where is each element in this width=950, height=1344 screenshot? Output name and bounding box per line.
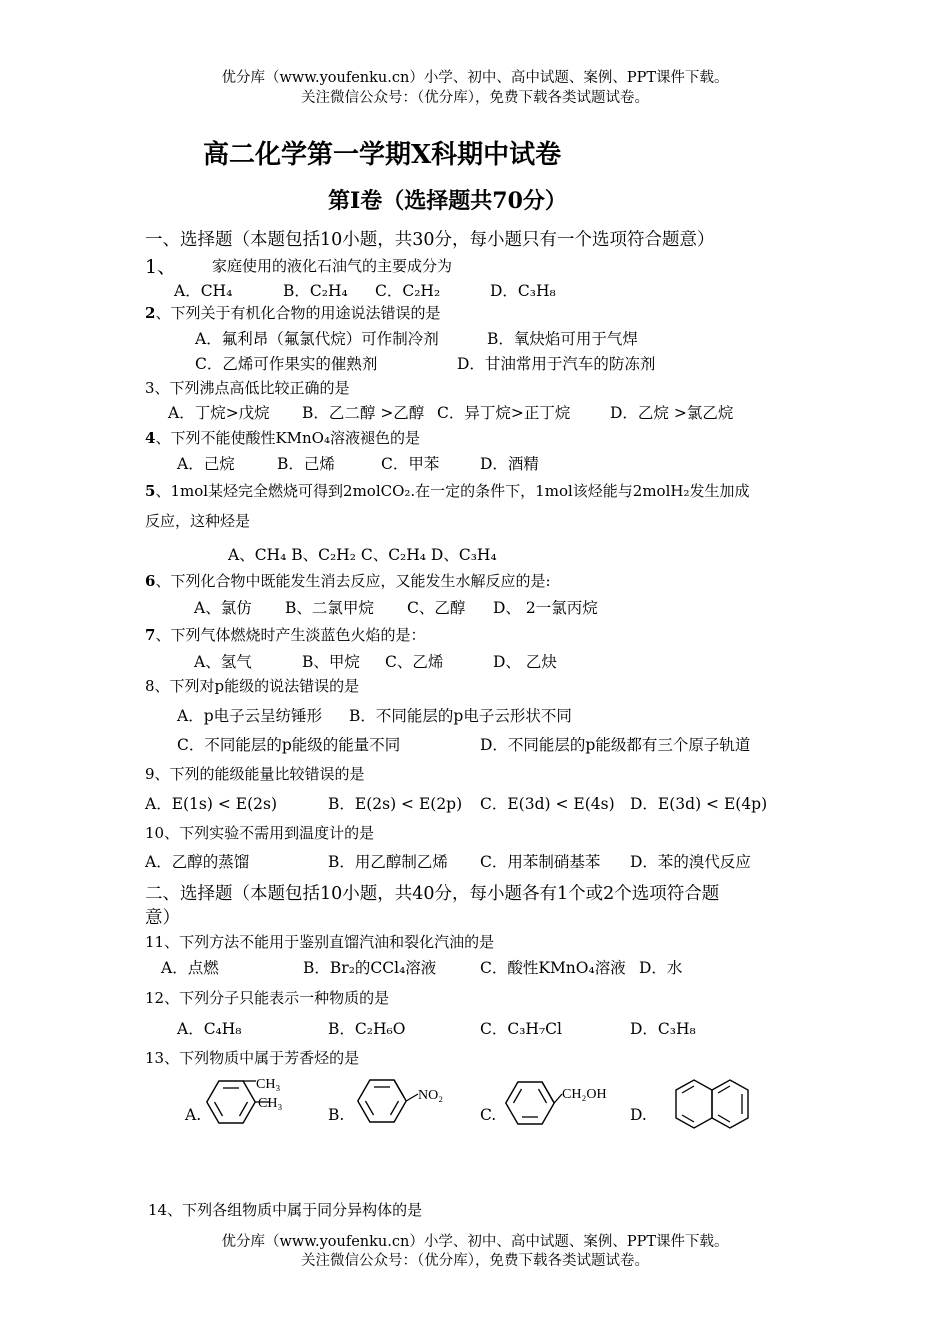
q13-option-a-structure <box>195 1070 300 1145</box>
q2-stem: 、下列关于有机化合物的用途说法错误的是 <box>155 304 441 322</box>
q10-option-b: B．用乙醇制乙烯 <box>328 853 448 871</box>
q4-option-b: B．己烯 <box>277 455 335 473</box>
q7-option-d: D、 乙炔 <box>493 653 557 671</box>
q13-c-hydroxymethyl: CH₂OH <box>562 1087 607 1102</box>
page-title: 高二化学第一学期X科期中试卷 <box>203 140 562 170</box>
q2-option-d: D．甘油常用于汽车的防冻剂 <box>457 355 656 373</box>
q1-option-c: C．C₂H₂ <box>375 282 441 300</box>
q1-option-b: B．C₂H₄ <box>283 282 348 300</box>
q6-stem: 、下列化合物中既能发生消去反应，又能发生水解反应的是: <box>155 572 551 590</box>
q13-a-methyl-2: CH₃ <box>258 1096 283 1111</box>
q12-option-b: B．C₂H₆O <box>328 1020 406 1038</box>
q8-option-b: B．不同能层的p电子云形状不同 <box>349 707 572 725</box>
q10-option-c: C．用苯制硝基苯 <box>480 853 601 871</box>
q3-stem: 3、下列沸点高低比较正确的是 <box>145 379 350 397</box>
q1-option-d: D．C₃H₈ <box>490 282 556 300</box>
q7-option-c: C、乙烯 <box>385 653 444 671</box>
q5-stem: 、1mol某烃完全燃烧可得到2molCO₂.在一定的条件下，1mol该烃能与2molH₂发生加成 <box>155 482 750 500</box>
q5-number: 5 <box>145 482 156 500</box>
section-1-heading: 一、选择题（本题包括10小题，共30分，每小题只有一个选项符合题意） <box>145 230 715 250</box>
q3-option-a: A．丁烷>戊烷 <box>168 404 270 422</box>
q14-stem: 14、下列各组物质中属于同分异构体的是 <box>148 1201 423 1219</box>
q1-number: 1、 <box>145 256 177 278</box>
section-2-heading-continued: 意） <box>145 908 180 928</box>
q13-option-c-label: C. <box>480 1106 497 1124</box>
q9-option-c: C．E(3d) < E(4s) <box>480 795 615 813</box>
q4-option-a: A．己烷 <box>177 455 235 473</box>
q8-stem: 8、下列对p能级的说法错误的是 <box>145 677 360 695</box>
q6-option-a: A、氯仿 <box>194 599 252 617</box>
header-line-2: 关注微信公众号：（优分库），免费下载各类试题试卷。 <box>301 90 649 106</box>
q13-b-nitro: NO₂ <box>418 1088 444 1103</box>
q7-number: 7 <box>145 626 156 644</box>
q11-option-d: D．水 <box>639 959 683 977</box>
q4-stem: 、下列不能使酸性KMnO₄溶液褪色的是 <box>155 429 420 447</box>
q8-option-a: A．p电子云呈纺锤形 <box>177 707 323 725</box>
footer-line-2: 关注微信公众号：（优分库），免费下载各类试题试卷。 <box>301 1253 649 1269</box>
q6-option-d: D、 2一氯丙烷 <box>493 599 598 617</box>
q1-option-a: A．CH₄ <box>174 282 233 300</box>
q8-option-d: D．不同能层的p能级都有三个原子轨道 <box>480 736 751 754</box>
q12-stem: 12、下列分子只能表示一种物质的是 <box>145 989 390 1007</box>
q1-stem: 家庭使用的液化石油气的主要成分为 <box>212 257 453 275</box>
q8-option-c: C．不同能层的p能级的能量不同 <box>177 736 401 754</box>
q4-option-c: C．甲苯 <box>381 455 440 473</box>
q12-option-a: A．C₄H₈ <box>177 1020 242 1038</box>
q7-option-b: B、甲烷 <box>302 653 360 671</box>
q13-a-methyl-1: CH₃ <box>256 1077 281 1092</box>
q9-option-b: B．E(2s) < E(2p) <box>328 795 463 813</box>
q2-option-a: A．氟利昂（氟氯代烷）可作制冷剂 <box>195 330 439 348</box>
q6-option-c: C、乙醇 <box>407 599 466 617</box>
q12-option-d: D．C₃H₈ <box>630 1020 696 1038</box>
q3-option-b: B．乙二醇 >乙醇 <box>302 404 425 422</box>
q7-stem: 、下列气体燃烧时产生淡蓝色火焰的是： <box>155 626 426 644</box>
q12-option-c: C．C₃H₇Cl <box>480 1020 562 1038</box>
q2-option-b: B．氧炔焰可用于气焊 <box>487 330 638 348</box>
q10-option-d: D．苯的溴代反应 <box>630 853 751 871</box>
footer-line-1: 优分库（www.youfenku.cn）小学、初中、高中试题、案例、PPT课件下载。 <box>221 1234 729 1250</box>
header-line-1: 优分库（www.youfenku.cn）小学、初中、高中试题、案例、PPT课件下载。 <box>221 70 729 86</box>
q2-number: 2 <box>145 304 156 322</box>
q9-option-d: D．E(3d) < E(4p) <box>630 795 768 813</box>
q13-option-a-label: A. <box>185 1106 202 1124</box>
q11-stem: 11、下列方法不能用于鉴别直馏汽油和裂化汽油的是 <box>145 933 495 951</box>
q3-option-c: C．异丁烷>正丁烷 <box>437 404 571 422</box>
q4-option-d: D．酒精 <box>480 455 539 473</box>
part-title: 第Ⅰ卷（选择题共70分） <box>328 188 567 214</box>
q5-options: A、CH₄ B、C₂H₂ C、C₂H₄ D、C₃H₄ <box>228 546 497 564</box>
q9-option-a: A．E(1s) < E(2s) <box>145 795 277 813</box>
q5-stem-continued: 反应，这种烃是 <box>145 512 251 530</box>
q13-option-b-structure <box>348 1070 458 1145</box>
q11-option-c: C．酸性KMnO₄溶液 <box>480 959 626 977</box>
q7-option-a: A、氢气 <box>194 653 252 671</box>
q11-option-b: B．Br₂的CCl₄溶液 <box>303 959 437 977</box>
section-2-heading: 二、选择题（本题包括10小题，共40分，每小题各有1个或2个选项符合题 <box>145 884 720 904</box>
q13-stem: 13、下列物质中属于芳香烃的是 <box>145 1049 360 1067</box>
q13-option-c-structure <box>496 1070 621 1145</box>
q10-stem: 10、下列实验不需用到温度计的是 <box>145 824 375 842</box>
q4-number: 4 <box>145 429 156 447</box>
q6-option-b: B、二氯甲烷 <box>285 599 374 617</box>
q2-option-c: C．乙烯可作果实的催熟剂 <box>195 355 378 373</box>
q11-option-a: A．点燃 <box>161 959 219 977</box>
q13-option-d-structure <box>668 1070 778 1145</box>
q9-stem: 9、下列的能级能量比较错误的是 <box>145 765 365 783</box>
q13-option-d-label: D. <box>630 1106 647 1124</box>
q3-option-d: D．乙烷 >氯乙烷 <box>610 404 734 422</box>
q13-option-b-label: B. <box>328 1106 345 1124</box>
q10-option-a: A．乙醇的蒸馏 <box>145 853 250 871</box>
q6-number: 6 <box>145 572 156 590</box>
